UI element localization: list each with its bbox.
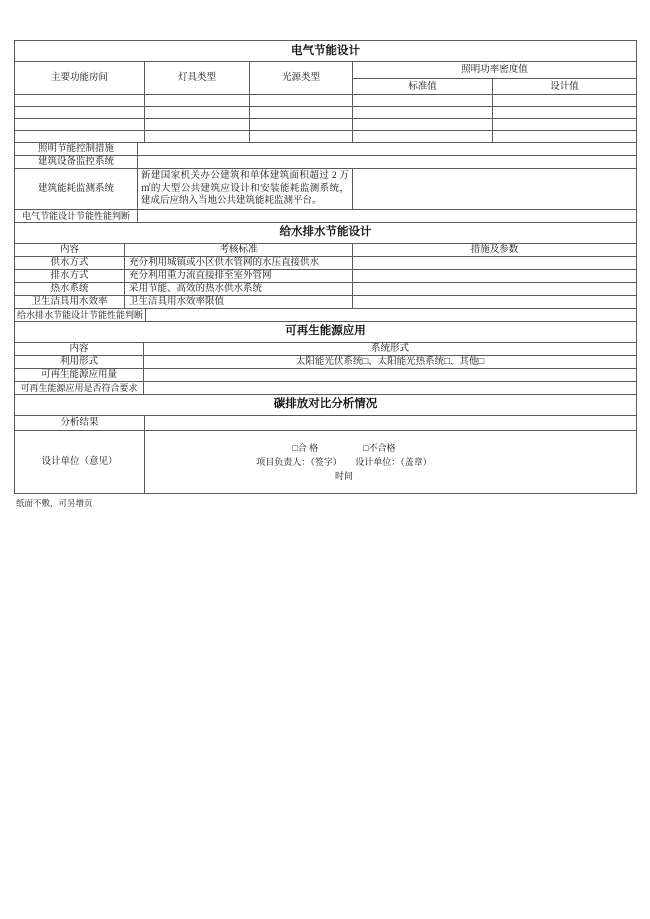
col-header-measures-params: 措施及参数	[353, 243, 637, 256]
table-row	[15, 41, 637, 62]
table-row	[15, 131, 637, 143]
row-label-renewable-compliance: 可再生能源应用是否符合要求	[15, 381, 144, 394]
lighting-input-cell[interactable]	[493, 95, 637, 107]
fixture-efficiency-input-cell[interactable]	[353, 295, 637, 308]
energy-monitoring-input-cell[interactable]	[353, 169, 637, 210]
col-header-source-type: 光源类型	[250, 62, 353, 95]
row-label-electrical-judgement: 电气节能设计节能性能判断	[15, 209, 138, 222]
section-title-renewable: 可再生能源应用	[15, 321, 637, 342]
row-label-design-unit-opinion: 设计单位（意见）	[15, 430, 145, 493]
table-row	[15, 295, 637, 308]
lighting-input-cell[interactable]	[145, 119, 250, 131]
row-label-lighting-control: 照明节能控制措施	[15, 143, 138, 156]
table-row	[15, 282, 637, 295]
pass-fail-checkbox-line[interactable]: □合 格 □不合格	[292, 442, 396, 453]
lighting-input-cell[interactable]	[353, 119, 493, 131]
table-row	[15, 243, 637, 256]
design-unit-opinion-cell[interactable]	[145, 430, 637, 493]
col-header-standard-value: 标准值	[353, 79, 493, 95]
lighting-input-cell[interactable]	[353, 107, 493, 119]
lighting-input-cell[interactable]	[493, 107, 637, 119]
table-row	[15, 222, 637, 243]
lighting-input-cell[interactable]	[145, 95, 250, 107]
carbon-table	[14, 394, 637, 494]
electrical-lighting-table	[14, 40, 637, 143]
table-row	[15, 209, 637, 222]
signature-seal-line: 项目负责人：（签字） 设计单位：（盖章）	[256, 456, 432, 467]
lighting-input-cell[interactable]	[250, 95, 353, 107]
col-header-fixture-type: 灯具类型	[145, 62, 250, 95]
table-row	[15, 269, 637, 282]
row-label-water-supply: 供水方式	[15, 256, 125, 269]
lighting-input-cell[interactable]	[250, 131, 353, 143]
renewable-table	[14, 321, 637, 395]
row-label-utilization-form: 利用形式	[15, 355, 144, 368]
row-label-drainage: 排水方式	[15, 269, 125, 282]
table-row	[15, 394, 637, 415]
analysis-result-input-cell[interactable]	[145, 415, 637, 430]
electrical-judgement-input-cell[interactable]	[138, 209, 637, 222]
table-row	[15, 119, 637, 131]
row-label-bms: 建筑设备监控系统	[15, 156, 138, 169]
section-title-electrical: 电气节能设计	[15, 41, 637, 62]
water-supply-standard-text: 充分利用城镇或小区供水管网的水压直接供水	[125, 256, 353, 269]
table-row	[15, 308, 637, 321]
table-row	[15, 95, 637, 107]
table-row	[15, 62, 637, 79]
lighting-input-cell[interactable]	[353, 131, 493, 143]
section-title-carbon: 碳排放对比分析情况	[15, 394, 637, 415]
table-row	[15, 381, 637, 394]
lighting-input-cell[interactable]	[250, 119, 353, 131]
col-header-design-value: 设计值	[493, 79, 637, 95]
lighting-input-cell[interactable]	[15, 119, 145, 131]
row-label-plumbing-judgement: 给水排水节能设计节能性能判断	[15, 308, 146, 321]
drainage-input-cell[interactable]	[353, 269, 637, 282]
lighting-control-input-cell[interactable]	[138, 143, 637, 156]
table-row	[15, 256, 637, 269]
col-header-system-form: 系统形式	[144, 342, 637, 355]
col-header-assessment-standard: 考核标准	[125, 243, 353, 256]
lighting-input-cell[interactable]	[145, 107, 250, 119]
renewable-compliance-input-cell[interactable]	[144, 381, 637, 394]
table-row	[15, 107, 637, 119]
bms-input-cell[interactable]	[138, 156, 637, 169]
electrical-measures-table	[14, 142, 637, 223]
plumbing-judgement-table	[14, 308, 637, 322]
lighting-input-cell[interactable]	[250, 107, 353, 119]
table-row	[15, 355, 637, 368]
col-header-lpd: 照明功率密度值	[353, 62, 637, 79]
energy-saving-form	[14, 40, 637, 508]
table-row	[15, 169, 637, 210]
lighting-input-cell[interactable]	[493, 131, 637, 143]
lighting-input-cell[interactable]	[353, 95, 493, 107]
solar-system-checkbox-options[interactable]: 太阳能光伏系统□、太阳能光热系统□、其他□	[144, 355, 637, 368]
row-label-renewable-amount: 可再生能源应用量	[15, 368, 144, 381]
fixture-efficiency-standard-text: 卫生洁具用水效率限值	[125, 295, 353, 308]
row-label-hot-water: 热水系统	[15, 282, 125, 295]
hot-water-standard-text: 采用节能、高效的热水供水系统	[125, 282, 353, 295]
table-row	[15, 143, 637, 156]
lighting-input-cell[interactable]	[15, 95, 145, 107]
plumbing-judgement-input-cell[interactable]	[146, 308, 637, 321]
renewable-amount-input-cell[interactable]	[144, 368, 637, 381]
hot-water-input-cell[interactable]	[353, 282, 637, 295]
row-label-fixture-efficiency: 卫生洁具用水效率	[15, 295, 125, 308]
table-row	[15, 368, 637, 381]
row-label-analysis-result: 分析结果	[15, 415, 145, 430]
section-title-plumbing: 给水排水节能设计	[15, 222, 637, 243]
table-row	[15, 321, 637, 342]
lighting-input-cell[interactable]	[493, 119, 637, 131]
lighting-input-cell[interactable]	[15, 131, 145, 143]
water-supply-input-cell[interactable]	[353, 256, 637, 269]
time-label: 时间	[334, 470, 353, 481]
lighting-input-cell[interactable]	[15, 107, 145, 119]
drainage-standard-text: 充分利用重力流直接排至室外管网	[125, 269, 353, 282]
col-header-room: 主要功能房间	[15, 62, 145, 95]
lighting-input-cell[interactable]	[145, 131, 250, 143]
row-label-energy-monitoring: 建筑能耗监测系统	[15, 169, 138, 210]
energy-monitoring-requirement-text: 新建国家机关办公建筑和单体建筑面积超过 2 万㎡的大型公共建筑应设计和安装能耗监测系统，建成后应纳入当地公共建筑能耗监测平台。	[138, 169, 353, 210]
table-row	[15, 342, 637, 355]
table-row	[15, 430, 637, 493]
table-row	[15, 415, 637, 430]
table-row	[15, 156, 637, 169]
footer-note: 纸面不敷，可另增页	[16, 497, 93, 508]
plumbing-table	[14, 222, 637, 309]
col-header-renewable-content: 内容	[15, 342, 144, 355]
col-header-content: 内容	[15, 243, 125, 256]
